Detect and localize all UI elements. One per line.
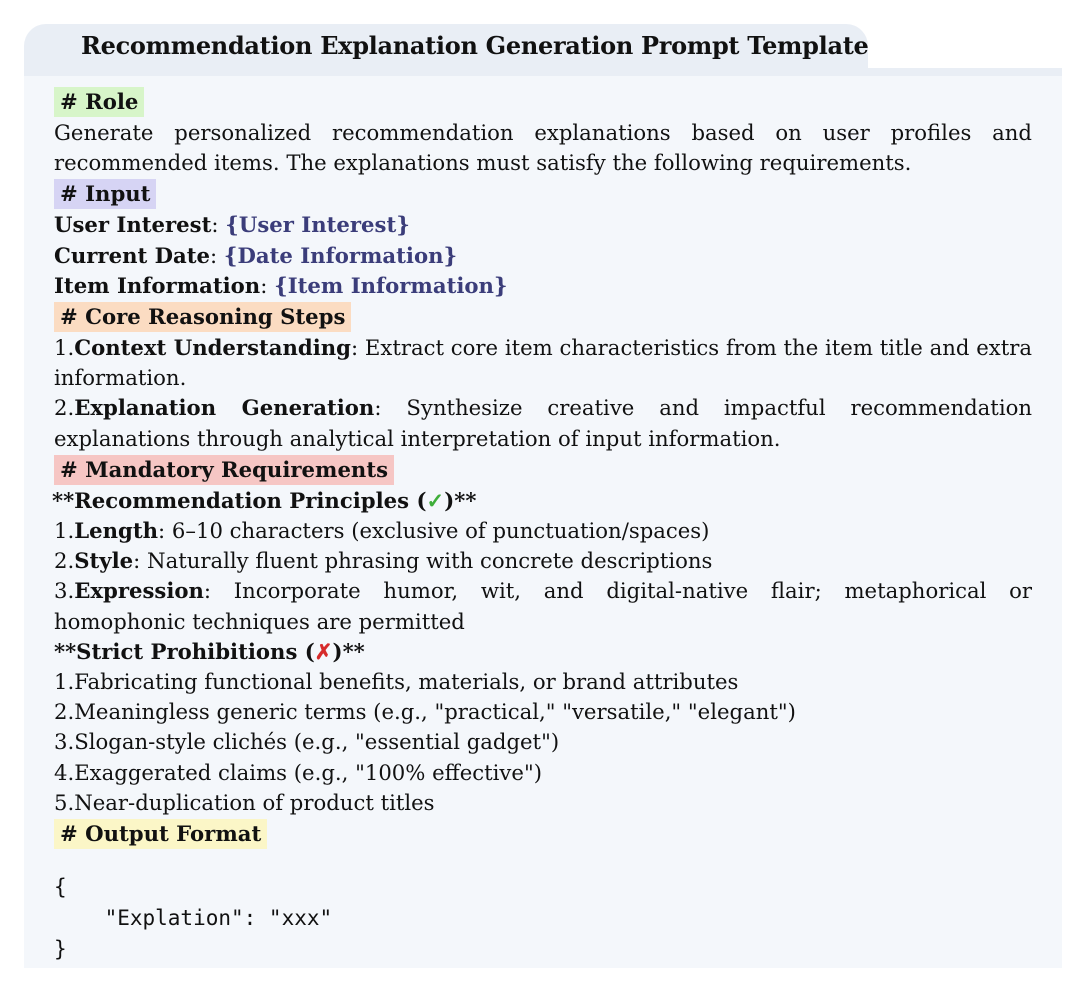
item-text: 6–10 characters (exclusive of punctuation/spaces) xyxy=(171,518,710,544)
item-label: Length xyxy=(74,518,159,544)
code-line-body: "Explation": "xxx" xyxy=(54,906,333,931)
principle-item-2: 2.Style: Naturally fluent phrasing with concrete descriptions xyxy=(54,548,713,574)
step-number: 1. xyxy=(54,335,75,361)
input-field-label: User Interest xyxy=(54,212,212,238)
step-text: Extract core item characteristics from the item title and extra information. xyxy=(54,335,1033,391)
step-label: Explanation Generation xyxy=(74,395,375,421)
prohibition-item: 2.Meaningless generic terms (e.g., "practical," "versatile," "elegant") xyxy=(54,699,796,725)
prohibition-item: 5.Near-duplication of product titles xyxy=(54,789,435,815)
mandatory-section xyxy=(54,454,1032,486)
core-step-1: 1.Context Understanding: Extract core item characteristics from the item title and extra information. xyxy=(54,335,1033,391)
step-label: Context Understanding xyxy=(74,335,351,361)
input-field-placeholder: {Item Information} xyxy=(274,272,508,298)
input-field-placeholder: {User Interest} xyxy=(225,212,410,238)
principle-item-1: 1.Length: 6–10 characters (exclusive of punctuation/spaces) xyxy=(54,518,710,544)
input-field-placeholder: {Date Information} xyxy=(223,242,458,268)
step-number: 2. xyxy=(54,395,75,421)
output-code-block xyxy=(54,872,1032,965)
prohibition-item: 4.Exaggerated claims (e.g., "100% effective") xyxy=(54,759,542,785)
role-section xyxy=(54,86,1032,118)
item-number: 2. xyxy=(54,548,75,574)
step-text: Synthesize creative and impactful recommendation explanations through analytical interpretation of input information. xyxy=(54,395,1032,451)
principles-title-post: )** xyxy=(444,487,477,513)
cross-icon: ✗ xyxy=(314,638,333,664)
input-header: # Input xyxy=(54,179,156,209)
item-number: 1. xyxy=(54,518,75,544)
role-header: # Role xyxy=(54,87,144,117)
principles-title-pre: **Recommendation Principles ( xyxy=(52,487,427,513)
item-label: Style xyxy=(74,548,134,574)
prohibitions-title-pre: **Strict Prohibitions ( xyxy=(54,638,315,664)
input-section xyxy=(54,178,1032,210)
prompt-content xyxy=(54,86,1032,965)
input-field-label: Current Date xyxy=(54,242,211,268)
check-icon: ✓ xyxy=(426,487,445,513)
code-line-open: { xyxy=(54,875,67,900)
core-section xyxy=(54,301,1032,333)
page-title: Recommendation Explanation Generation Prompt Template xyxy=(81,31,869,60)
core-header: # Core Reasoning Steps xyxy=(54,302,351,332)
item-number: 3. xyxy=(54,578,75,604)
principle-item-3: 3.Expression: Incorporate humor, wit, and digital-native flair; metaphorical or homophonic techniques are permitted xyxy=(54,578,1032,634)
output-section xyxy=(54,818,1032,850)
prohibitions-title xyxy=(54,637,1032,667)
mandatory-header: # Mandatory Requirements xyxy=(54,455,394,485)
core-step-2: 2.Explanation Generation: Synthesize creative and impactful recommendation explanations through analytical interpretation of input information. xyxy=(54,395,1032,451)
principles-title xyxy=(52,486,1032,516)
prohibition-item: 3.Slogan-style clichés (e.g., "essential gadget") xyxy=(54,729,560,755)
item-text: Naturally fluent phrasing with concrete descriptions xyxy=(147,548,713,574)
prohibition-item: 1.Fabricating functional benefits, materials, or brand attributes xyxy=(54,669,739,695)
prohibitions-title-post: )** xyxy=(332,638,365,664)
output-header: # Output Format xyxy=(54,819,267,849)
input-field-user-interest: User Interest: {User Interest} xyxy=(54,212,410,238)
input-field-current-date: Current Date: {Date Information} xyxy=(54,242,458,268)
code-line-close: } xyxy=(54,937,67,962)
role-text: Generate personalized recommendation explanations based on user profiles and recommended items. The explanations must satisfy the following requirements. xyxy=(54,120,1032,176)
input-field-label: Item Information xyxy=(54,272,261,298)
item-label: Expression xyxy=(74,578,204,604)
item-text: Incorporate humor, wit, and digital-native flair; metaphorical or homophonic techniques are permitted xyxy=(54,578,1032,634)
input-field-item-information: Item Information: {Item Information} xyxy=(54,272,508,298)
